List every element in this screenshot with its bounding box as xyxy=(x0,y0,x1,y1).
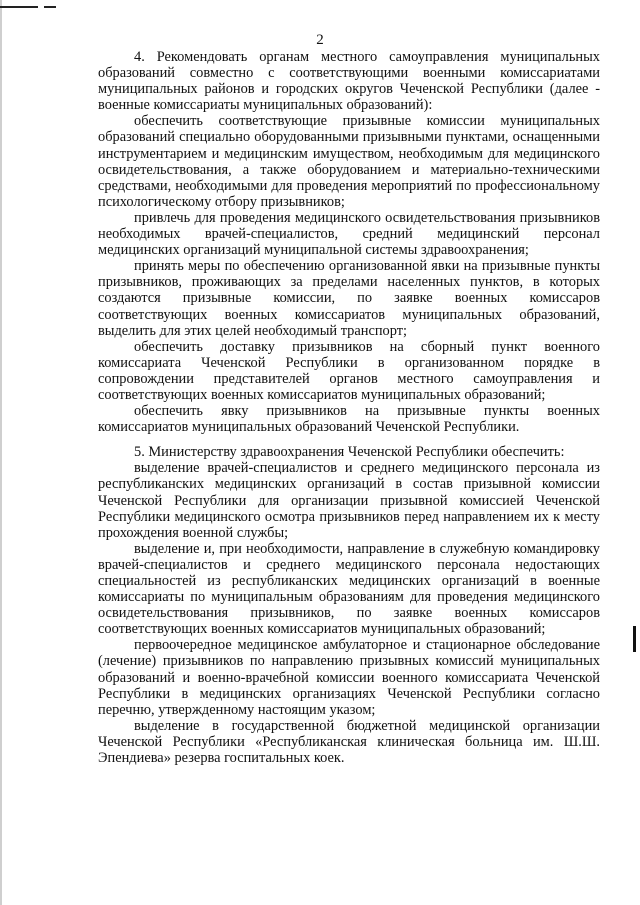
paragraph-business-trip: выделение и, при необходимости, направление в служебную командировку врачей-специалистов и среднего медицинского персонала недостающих специальностей из республиканских медицинских организаций в военные комиссариаты по муниципальным образованиям для проведения медицинского освидетельствования призывников, по заявке военных комиссаров соответствующих военных комиссариатов муниципальных образований; xyxy=(98,540,600,638)
paragraph-ensure-attendance: обеспечить явку призывников на призывные пункты военных комиссариатов муниципальных образований Чеченской Республики. xyxy=(98,403,600,436)
paragraph-item-5: 5. Министерству здравоохранения Чеченской Республики обеспечить: xyxy=(134,444,565,461)
document-body xyxy=(98,49,600,766)
scan-left-edge xyxy=(0,0,2,905)
scan-artifact-line-short xyxy=(44,6,56,8)
paragraph-examination: первоочередное медицинское амбулаторное и стационарное обследование (лечение) призывников по направлению призывных комиссий муниципальных образований и военно-врачебной комиссии военного комиссариата Чеченской Республики в медицинских организациях Чеченской Республики согласно перечню, утвержденному настоящим указом; xyxy=(98,637,600,718)
paragraph-equip-commissions: обеспечить соответствующие призывные комиссии муниципальных образований специально оборудованными призывными пунктами, оснащенными инструментарием и медицинским имуществом, необходимым для медицинского освидетельствования, а также оборудованием и материально-техническими средствами, необходимыми для проведения мероприятий по профессиональному психологическому отбору призывников; xyxy=(98,113,600,210)
paragraph-delivery-conscripts: обеспечить доставку призывников на сборный пункт военного комиссариата Чеченской Республики в организованном порядке в сопровождении представителей органов местного самоуправления и соответствующих военных комиссариатов муниципальных образований; xyxy=(98,338,600,403)
scan-artifact-line xyxy=(0,6,38,8)
paragraph-item-4: 4. Рекомендовать органам местного самоуправления муниципальных образований совместно с соответствующими военными комиссариатами муниципальных районов и городских округов Чеченской Республики (далее - военные комиссариаты муниципальных образований): xyxy=(98,49,600,114)
scan-artifact-mark xyxy=(633,626,636,652)
paragraph-hospital-beds: выделение в государственной бюджетной медицинской организации Чеченской Республики «Республиканская клиническая больница им. Ш.Ш. Эпендиева» резерва госпитальных коек. xyxy=(98,717,600,767)
paragraph-attract-doctors: привлечь для проведения медицинского освидетельствования призывников необходимых врачей-специалистов, средний медицинский персонал медицинских организаций муниципальной системы здравоохранения; xyxy=(98,209,600,259)
paragraph-attendance-transport: принять меры по обеспечению организованной явки на призывные пункты призывников, проживающих за пределами населенных пунктов, в которых создаются призывные комиссии, по заявке военных комиссаров соответствующих военных комиссариатов муниципальных образований, выделить для этих целей необходимый транспорт; xyxy=(98,258,600,339)
paragraph-allocate-specialists: выделение врачей-специалистов и среднего медицинского персонала из республиканских медицинских организаций в состав призывной комиссии Чеченской Республики для организации призывной комиссией Чеченской Республики медицинского осмотра призывников перед направлением их к месту прохождения военной службы; xyxy=(98,460,600,541)
page-number: 2 xyxy=(316,32,324,48)
